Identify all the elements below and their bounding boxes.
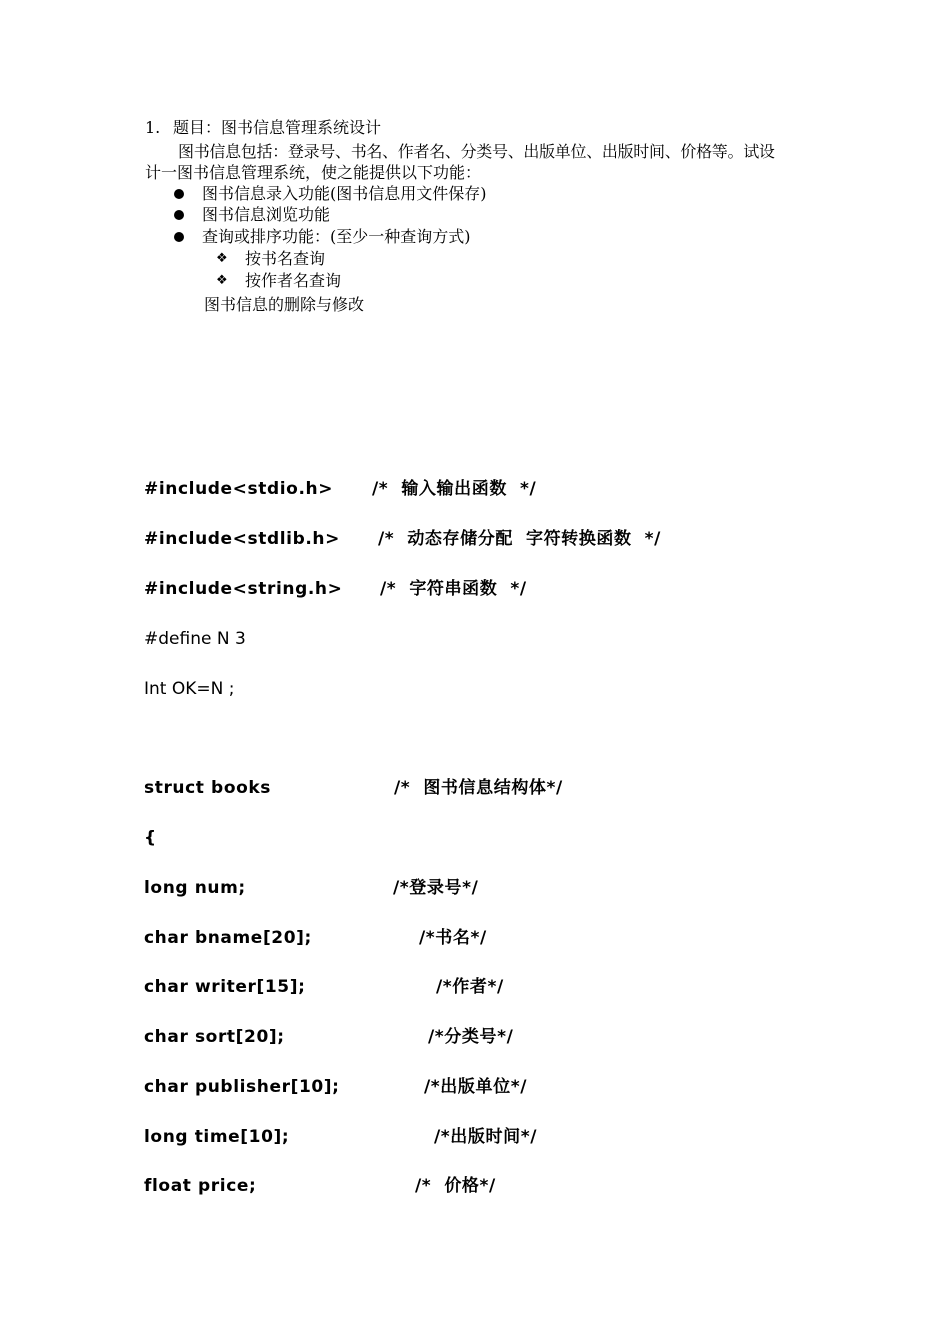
code-field-comment: /*分类号*/	[428, 1027, 514, 1047]
heading-number: 1.	[145, 118, 161, 137]
code-field-comment: /*作者*/	[436, 977, 504, 997]
code-struct-decl: struct books	[144, 778, 272, 798]
heading-title: 题目：图书信息管理系统设计	[173, 118, 382, 137]
feature-item-1: 图书信息录入功能(图书信息用文件保存)	[202, 184, 487, 203]
code-field-comment: /*出版单位*/	[424, 1077, 527, 1097]
intro-line-2: 计一图书信息管理系统，使之能提供以下功能：	[145, 163, 482, 182]
code-brace-open: {	[144, 828, 157, 848]
code-comment-string: /* 字符串函数 */	[380, 579, 527, 599]
feature-item-2: 图书信息浏览功能	[202, 205, 331, 224]
code-define: #define N 3	[144, 629, 246, 649]
code-include-string: #include<string.h>	[144, 579, 343, 599]
query-option-2: 按作者名查询	[245, 271, 342, 290]
code-field-decl: char bname[20];	[144, 928, 312, 948]
code-field-decl: long time[10];	[144, 1127, 290, 1147]
code-field-comment: /*出版时间*/	[434, 1127, 537, 1147]
code-struct-comment: /* 图书信息结构体*/	[394, 778, 563, 798]
code-field-decl: long num;	[144, 878, 246, 898]
query-option-1: 按书名查询	[245, 249, 326, 268]
bullet-icon	[174, 210, 184, 220]
code-field-decl: char writer[15];	[144, 977, 306, 997]
code-int-ok: Int OK=N ;	[144, 679, 235, 699]
feature-item-3: 查询或排序功能：(至少一种查询方式)	[202, 227, 471, 246]
bullet-icon	[174, 189, 184, 199]
code-include-stdlib: #include<stdlib.h>	[144, 529, 340, 549]
extra-feature: 图书信息的删除与修改	[204, 295, 365, 314]
intro-line-1: 图书信息包括：登录号、书名、作者名、分类号、出版单位、出版时间、价格等。试设	[178, 142, 775, 161]
code-field-decl: char sort[20];	[144, 1027, 285, 1047]
code-field-comment: /*书名*/	[419, 928, 487, 948]
code-field-decl: float price;	[144, 1176, 257, 1196]
bullet-icon	[174, 232, 184, 242]
code-include-stdio: #include<stdio.h>	[144, 479, 334, 499]
code-comment-stdlib: /* 动态存储分配 字符转换函数 */	[378, 529, 661, 549]
diamond-bullet-icon: ❖	[216, 251, 228, 266]
code-field-decl: char publisher[10];	[144, 1077, 340, 1097]
code-comment-stdio: /* 输入输出函数 */	[372, 479, 537, 499]
code-field-comment: /* 价格*/	[415, 1176, 496, 1196]
diamond-bullet-icon: ❖	[216, 273, 228, 288]
code-field-comment: /*登录号*/	[393, 878, 479, 898]
